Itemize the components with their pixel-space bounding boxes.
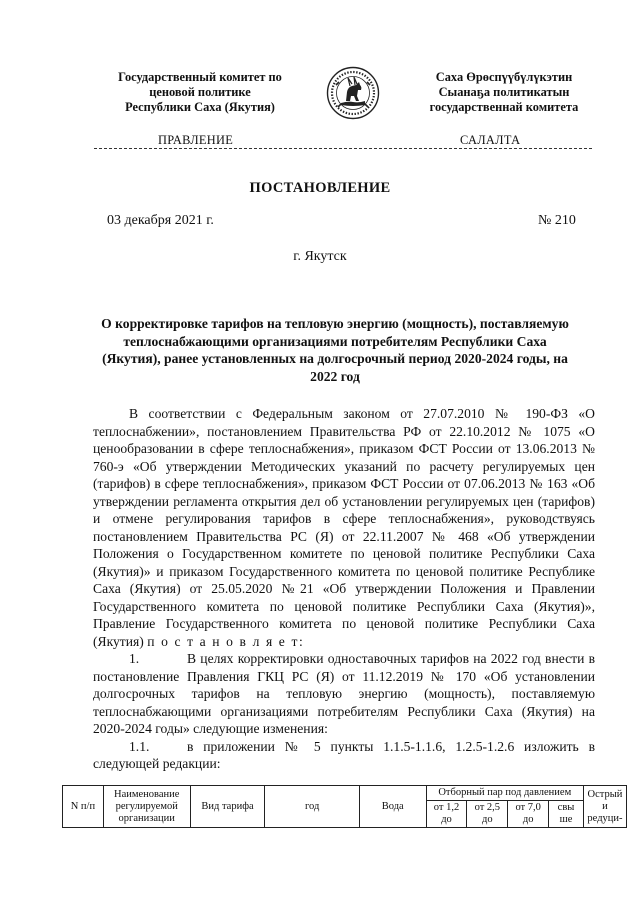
item-1-1-paragraph (93, 738, 595, 773)
col-header-organization: Наименование регулируемой организации (103, 786, 190, 828)
col-header-year: год (265, 786, 359, 828)
document-body (93, 405, 595, 773)
preamble-text: В соответствии с Федеральным законом от 27.07.2010 № 190-ФЗ «О теплоснабжении», постановлением Правительства РФ от 22.10.2012 № 1075 «О ценообразовании в сфере теплоснабжения», приказом ФСТ России от 13.06.2013 № 760-э «Об утверждении Методических указаний по расчету регулируемых цен (тарифов) в сфере теплоснабжения», приказом ФСТ России от 07.06.2013 № 163 «Об утверждении регламента открытия дел об установлении регулируемых цен (тарифов) и отмене регулирования тарифов в сфере теплоснабжения», руководствуясь постановлением Правительства РС (Я) от 22.11.2007 № 468 «Об утверждении Положения о Государственном комитете по ценовой политике Республики Саха (Якутия)» и приказом Государственного комитета по ценовой политике Республике Саха (Якутия) от 25.05.2020 №21 «Об утверждении Положения и Правлении Государственного комитета по ценовой политике Республики Саха (Якутия)», Правление Государственного комитета по ценовой политике Республики Саха (Якутия) (93, 406, 595, 649)
committee-name-sakha-line: Сыанаҕа политикатын (438, 85, 570, 99)
committee-name-sakha-line: государственнай комитета (429, 100, 579, 114)
col-subheader-steam: свы ше (549, 801, 584, 828)
committee-name-sakha (404, 70, 604, 115)
document-number: № 210 (538, 213, 576, 228)
item-1-1-text: в приложении № 5 пункты 1.1.5-1.1.6, 1.2.5-1.2.6 изложить в следующей редакции: (93, 738, 595, 771)
board-label-sakha: САЛАЛТА (460, 133, 521, 147)
committee-name-ru (100, 70, 300, 115)
preamble-paragraph (93, 405, 595, 650)
item-1-number: 1. (129, 651, 140, 666)
item-1-paragraph (93, 650, 595, 738)
col-header-steam: Отборный пар под давлением (426, 786, 583, 801)
board-label-ru: ПРАВЛЕНИЕ (158, 133, 234, 147)
document-date: 03 декабря 2021 г. (107, 213, 214, 228)
committee-name-ru-line: ценовой политике (149, 85, 251, 99)
col-header-number: N п/п (63, 786, 104, 828)
committee-name-ru-line: Государственный комитет по (118, 70, 282, 84)
document-subject: О корректировке тарифов на тепловую энергию (мощность), поставляемую теплоснабжающими организациями потребителям Республики Саха (Якутия), ранее установленных на долгосрочный период 2020-2024 годы, на 2022 год (101, 316, 569, 384)
col-header-tariff-type: Вид тарифа (190, 786, 265, 828)
item-1-text: В целях корректировки одноставочных тарифов на 2022 год внести в постановление Правления ГКЦ РС (Я) от 11.12.2019 № 170 «Об установлении долгосрочных тарифов на тепловую энергию (мощность), поставляемую теплоснабжающими организациями потребителям Республики Саха (Якутия) на 2020-2024 годы» следующие изменения: (93, 651, 595, 736)
tariff-table (62, 785, 627, 828)
col-header-water: Вода (359, 786, 426, 828)
resolves-text: п о с т а н о в л я е т: (147, 633, 305, 649)
col-subheader-steam: от 1,2 до (426, 801, 467, 828)
col-subheader-steam: от 2,5 до (467, 801, 508, 828)
committee-name-ru-line: Республики Саха (Якутия) (125, 100, 275, 114)
item-1-1-number: 1.1. (129, 738, 150, 754)
table-header-row (63, 786, 627, 801)
col-header-sharp-steam: Острый и редуци- (583, 786, 626, 828)
document-city: г. Якутск (293, 249, 347, 264)
header-divider (94, 148, 592, 149)
col-subheader-steam: от 7,0 до (508, 801, 549, 828)
document-title: ПОСТАНОВЛЕНИЕ (249, 180, 391, 196)
committee-name-sakha-line: Саха Өрөспүүбүлүкэтин (435, 70, 573, 84)
coat-of-arms-icon (326, 65, 380, 121)
